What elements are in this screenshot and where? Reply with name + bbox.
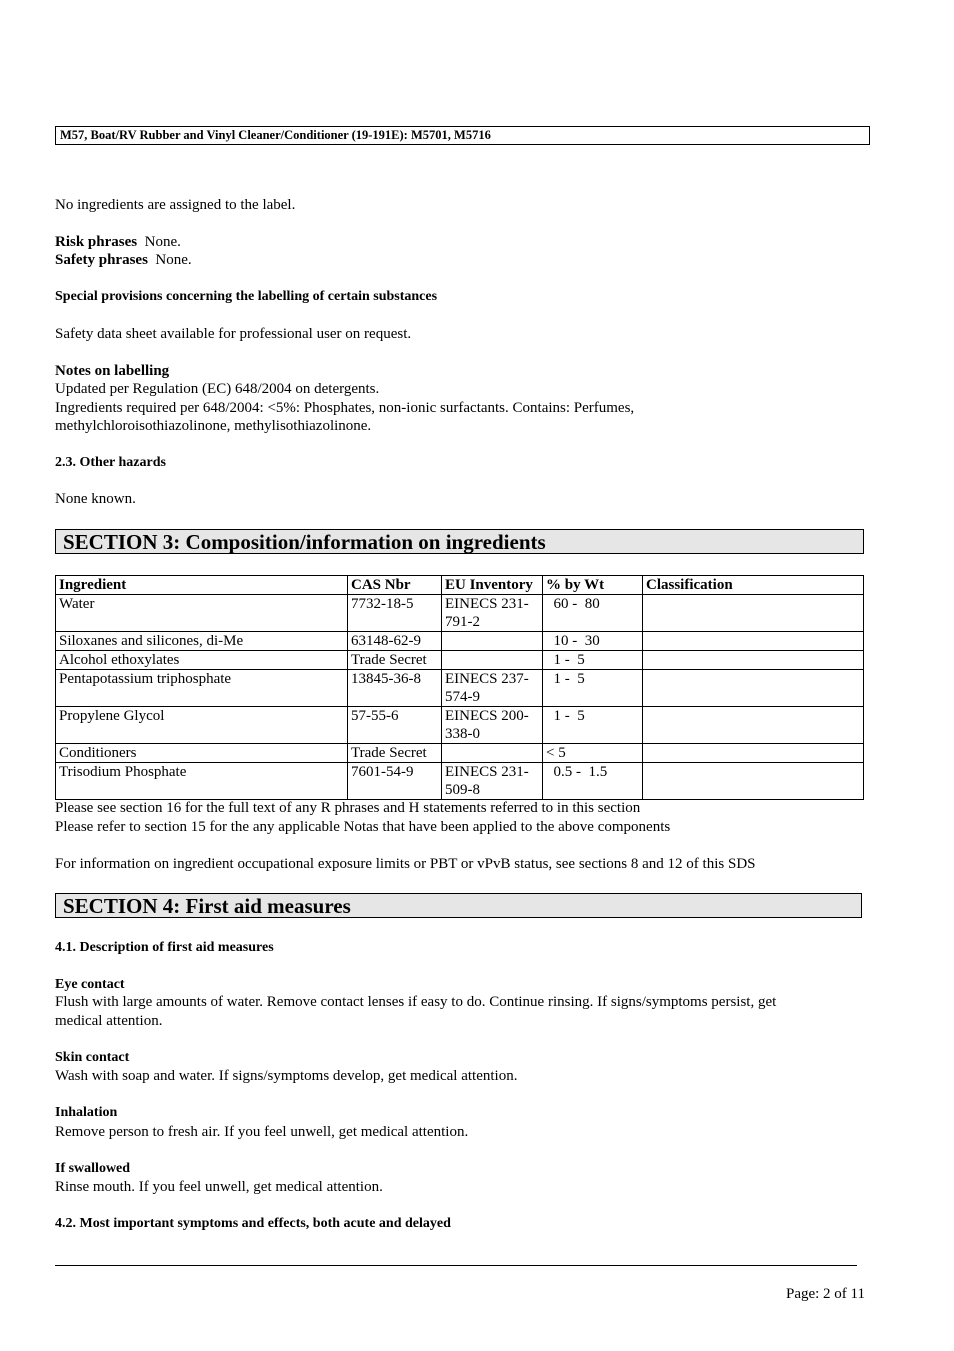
cell-classification bbox=[643, 744, 864, 763]
cell-eu-inventory: EINECS 200- 338-0 bbox=[442, 707, 543, 744]
cell-cas: Trade Secret bbox=[348, 651, 442, 670]
cell-classification bbox=[643, 651, 864, 670]
inhalation-text: Remove person to fresh air. If you feel unwell, get medical attention. bbox=[55, 1124, 469, 1140]
section4-title: SECTION 4: First aid measures bbox=[55, 893, 862, 918]
cell-eu-inventory: EINECS 231- 509-8 bbox=[442, 763, 543, 800]
cell-classification bbox=[643, 763, 864, 800]
cell-classification bbox=[643, 595, 864, 632]
cell-eu-inventory: EINECS 237- 574-9 bbox=[442, 670, 543, 707]
col-eu-inventory: EU Inventory bbox=[442, 576, 543, 595]
notes-line-3: methylchloroisothiazolinone, methylisothiazolinone. bbox=[55, 418, 372, 434]
cell-ingredient: Trisodium Phosphate bbox=[56, 763, 348, 800]
risk-phrases-row bbox=[55, 233, 181, 251]
cell-cas: 57-55-6 bbox=[348, 707, 442, 744]
skin-contact-text: Wash with soap and water. If signs/symptoms develop, get medical attention. bbox=[55, 1068, 518, 1084]
inhalation-heading: Inhalation bbox=[55, 1105, 118, 1120]
table-body bbox=[56, 595, 864, 800]
notes-labelling-heading: Notes on labelling bbox=[55, 363, 170, 379]
cell-cas: 13845-36-8 bbox=[348, 670, 442, 707]
risk-phrases-value: None. bbox=[144, 234, 181, 250]
table-row bbox=[56, 651, 864, 670]
cell-pct-wt: 1 - 5 bbox=[543, 651, 643, 670]
cell-eu-inventory: EINECS 231- 791-2 bbox=[442, 595, 543, 632]
cell-cas: Trade Secret bbox=[348, 744, 442, 763]
section3-note-3: For information on ingredient occupational exposure limits or PBT or vPvB status, see sections 8 and 12 of this SDS bbox=[55, 856, 756, 872]
cell-pct-wt: 10 - 30 bbox=[543, 632, 643, 651]
skin-contact-heading: Skin contact bbox=[55, 1050, 130, 1065]
notes-line-1: Updated per Regulation (EC) 648/2004 on detergents. bbox=[55, 381, 380, 397]
cell-cas: 7732-18-5 bbox=[348, 595, 442, 632]
section3-note-2: Please refer to section 15 for the any applicable Notas that have been applied to the above components bbox=[55, 819, 671, 835]
section3-note-1: Please see section 16 for the full text of any R phrases and H statements referred to in this section bbox=[55, 800, 641, 816]
cell-pct-wt: 1 - 5 bbox=[543, 707, 643, 744]
col-pct-wt: % by Wt bbox=[543, 576, 643, 595]
cell-eu-inventory bbox=[442, 651, 543, 670]
cell-ingredient: Pentapotassium triphosphate bbox=[56, 670, 348, 707]
cell-cas: 63148-62-9 bbox=[348, 632, 442, 651]
cell-eu-inventory bbox=[442, 632, 543, 651]
no-ingredients-text: No ingredients are assigned to the label. bbox=[55, 197, 296, 213]
notes-line-2: Ingredients required per 648/2004: <5%: Phosphates, non-ionic surfactants. Contains: Perfumes, bbox=[55, 400, 635, 416]
other-hazards-heading: 2.3. Other hazards bbox=[55, 455, 166, 470]
cell-pct-wt: 60 - 80 bbox=[543, 595, 643, 632]
col-cas: CAS Nbr bbox=[348, 576, 442, 595]
ingredients-table bbox=[55, 575, 864, 800]
other-hazards-text: None known. bbox=[55, 491, 136, 507]
if-swallowed-heading: If swallowed bbox=[55, 1161, 131, 1176]
document-header: M57, Boat/RV Rubber and Vinyl Cleaner/Conditioner (19-191E): M5701, M5716 bbox=[55, 126, 870, 145]
cell-ingredient: Water bbox=[56, 595, 348, 632]
footer-divider bbox=[55, 1265, 857, 1266]
cell-cas: 7601-54-9 bbox=[348, 763, 442, 800]
cell-pct-wt: < 5 bbox=[543, 744, 643, 763]
cell-classification bbox=[643, 670, 864, 707]
special-provisions-heading: Special provisions concerning the labelling of certain substances bbox=[55, 289, 438, 304]
table-row bbox=[56, 763, 864, 800]
col-classification: Classification bbox=[643, 576, 864, 595]
cell-ingredient: Propylene Glycol bbox=[56, 707, 348, 744]
table-row bbox=[56, 744, 864, 763]
eye-contact-heading: Eye contact bbox=[55, 977, 125, 992]
cell-ingredient: Conditioners bbox=[56, 744, 348, 763]
table-row bbox=[56, 595, 864, 632]
cell-classification bbox=[643, 632, 864, 651]
if-swallowed-text: Rinse mouth. If you feel unwell, get medical attention. bbox=[55, 1179, 383, 1195]
cell-pct-wt: 1 - 5 bbox=[543, 670, 643, 707]
table-row bbox=[56, 632, 864, 651]
eye-contact-line-1: Flush with large amounts of water. Remove contact lenses if easy to do. Continue rinsing. If signs/symptoms persist, get bbox=[55, 994, 777, 1010]
special-provisions-text: Safety data sheet available for professional user on request. bbox=[55, 326, 412, 342]
cell-classification bbox=[643, 707, 864, 744]
page-number: Page: 2 of 11 bbox=[785, 1286, 865, 1302]
first-aid-subheading: 4.1. Description of first aid measures bbox=[55, 940, 274, 955]
table-row bbox=[56, 707, 864, 744]
col-ingredient: Ingredient bbox=[56, 576, 348, 595]
table-header-row bbox=[56, 576, 864, 595]
safety-phrases-row bbox=[55, 251, 192, 269]
risk-phrases-label: Risk phrases bbox=[55, 234, 138, 250]
table-row bbox=[56, 670, 864, 707]
symptoms-subheading: 4.2. Most important symptoms and effects, both acute and delayed bbox=[55, 1216, 451, 1231]
eye-contact-line-2: medical attention. bbox=[55, 1013, 163, 1029]
cell-ingredient: Siloxanes and silicones, di-Me bbox=[56, 632, 348, 651]
safety-phrases-value: None. bbox=[155, 252, 192, 268]
safety-phrases-label: Safety phrases bbox=[55, 252, 148, 268]
cell-eu-inventory bbox=[442, 744, 543, 763]
cell-ingredient: Alcohol ethoxylates bbox=[56, 651, 348, 670]
cell-pct-wt: 0.5 - 1.5 bbox=[543, 763, 643, 800]
section3-title: SECTION 3: Composition/information on ingredients bbox=[55, 529, 864, 554]
